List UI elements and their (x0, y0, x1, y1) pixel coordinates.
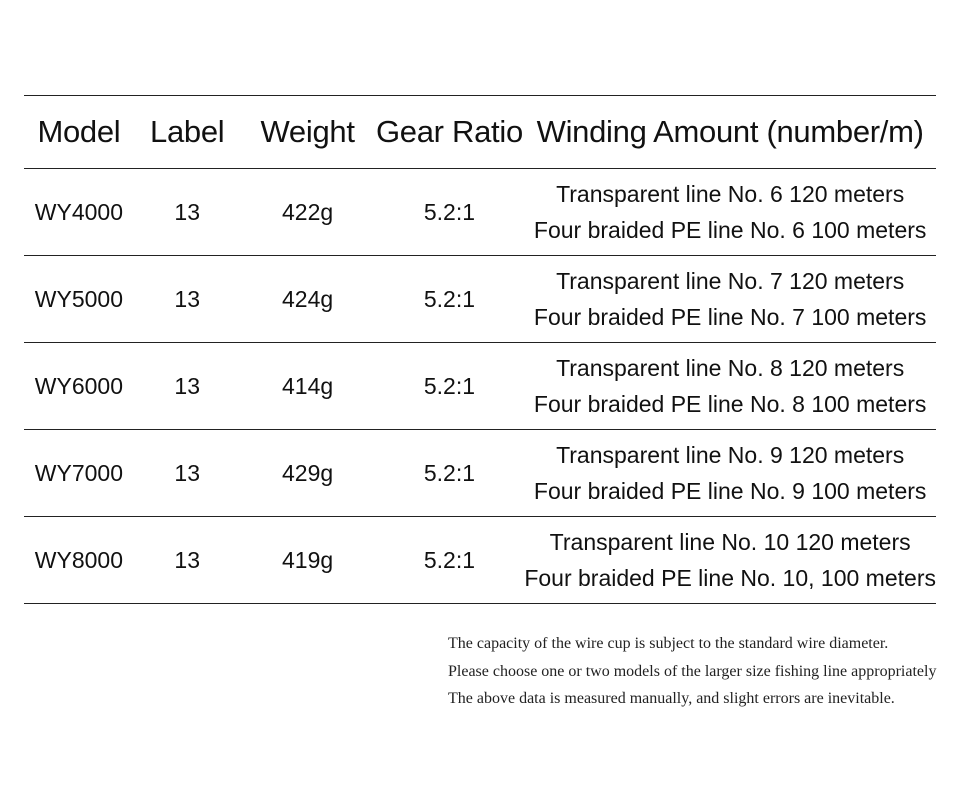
cell-gear-ratio: 5.2:1 (375, 430, 525, 517)
cell-gear-ratio: 5.2:1 (375, 517, 525, 604)
cell-model: WY8000 (24, 517, 134, 604)
footnotes (448, 630, 936, 713)
note-measurement-error: The above data is measured manually, and slight errors are inevitable. (448, 690, 895, 707)
table-body (24, 169, 936, 604)
cell-model: WY5000 (24, 256, 134, 343)
cell-winding-amount (524, 256, 936, 343)
cell-label: 13 (134, 430, 241, 517)
table-row (24, 343, 936, 430)
cell-winding-amount (524, 430, 936, 517)
header-model: Model (24, 96, 134, 169)
cell-gear-ratio: 5.2:1 (375, 256, 525, 343)
winding-braided-line: Four braided PE line No. 6 100 meters (533, 217, 927, 243)
cell-label: 13 (134, 169, 241, 256)
table-row (24, 169, 936, 256)
cell-gear-ratio: 5.2:1 (375, 343, 525, 430)
cell-winding-amount (524, 169, 936, 256)
cell-label: 13 (134, 256, 241, 343)
spec-table (24, 95, 936, 604)
table-header (24, 96, 936, 169)
header-label: Label (134, 96, 241, 169)
table-row (24, 517, 936, 604)
header-winding-amount: Winding Amount (number/m) (524, 96, 936, 169)
cell-weight: 424g (241, 256, 375, 343)
note-choose-larger-size: Please choose one or two models of the larger size fishing line appropriately (448, 662, 937, 680)
winding-transparent-line: Transparent line No. 8 120 meters (556, 355, 905, 381)
cell-winding-amount (524, 517, 936, 604)
cell-weight: 422g (241, 169, 375, 256)
winding-braided-line: Four braided PE line No. 10, 100 meters (524, 565, 936, 591)
cell-weight: 414g (241, 343, 375, 430)
cell-model: WY4000 (24, 169, 134, 256)
winding-braided-line: Four braided PE line No. 8 100 meters (533, 391, 927, 417)
header-weight: Weight (241, 96, 375, 169)
header-gear-ratio: Gear Ratio (375, 96, 525, 169)
cell-weight: 419g (241, 517, 375, 604)
winding-transparent-line: Transparent line No. 9 120 meters (556, 442, 905, 468)
note-wire-cup-capacity: The capacity of the wire cup is subject to the standard wire diameter. (448, 635, 889, 652)
winding-braided-line: Four braided PE line No. 9 100 meters (533, 478, 927, 504)
table-row (24, 256, 936, 343)
cell-label: 13 (134, 343, 241, 430)
cell-gear-ratio: 5.2:1 (375, 169, 525, 256)
winding-braided-line: Four braided PE line No. 7 100 meters (533, 304, 927, 330)
header-row (24, 96, 936, 169)
winding-transparent-line: Transparent line No. 10 120 meters (549, 529, 911, 555)
winding-transparent-line: Transparent line No. 6 120 meters (556, 181, 905, 207)
cell-model: WY6000 (24, 343, 134, 430)
cell-weight: 429g (241, 430, 375, 517)
table-row (24, 430, 936, 517)
winding-transparent-line: Transparent line No. 7 120 meters (556, 268, 905, 294)
cell-model: WY7000 (24, 430, 134, 517)
cell-label: 13 (134, 517, 241, 604)
cell-winding-amount (524, 343, 936, 430)
